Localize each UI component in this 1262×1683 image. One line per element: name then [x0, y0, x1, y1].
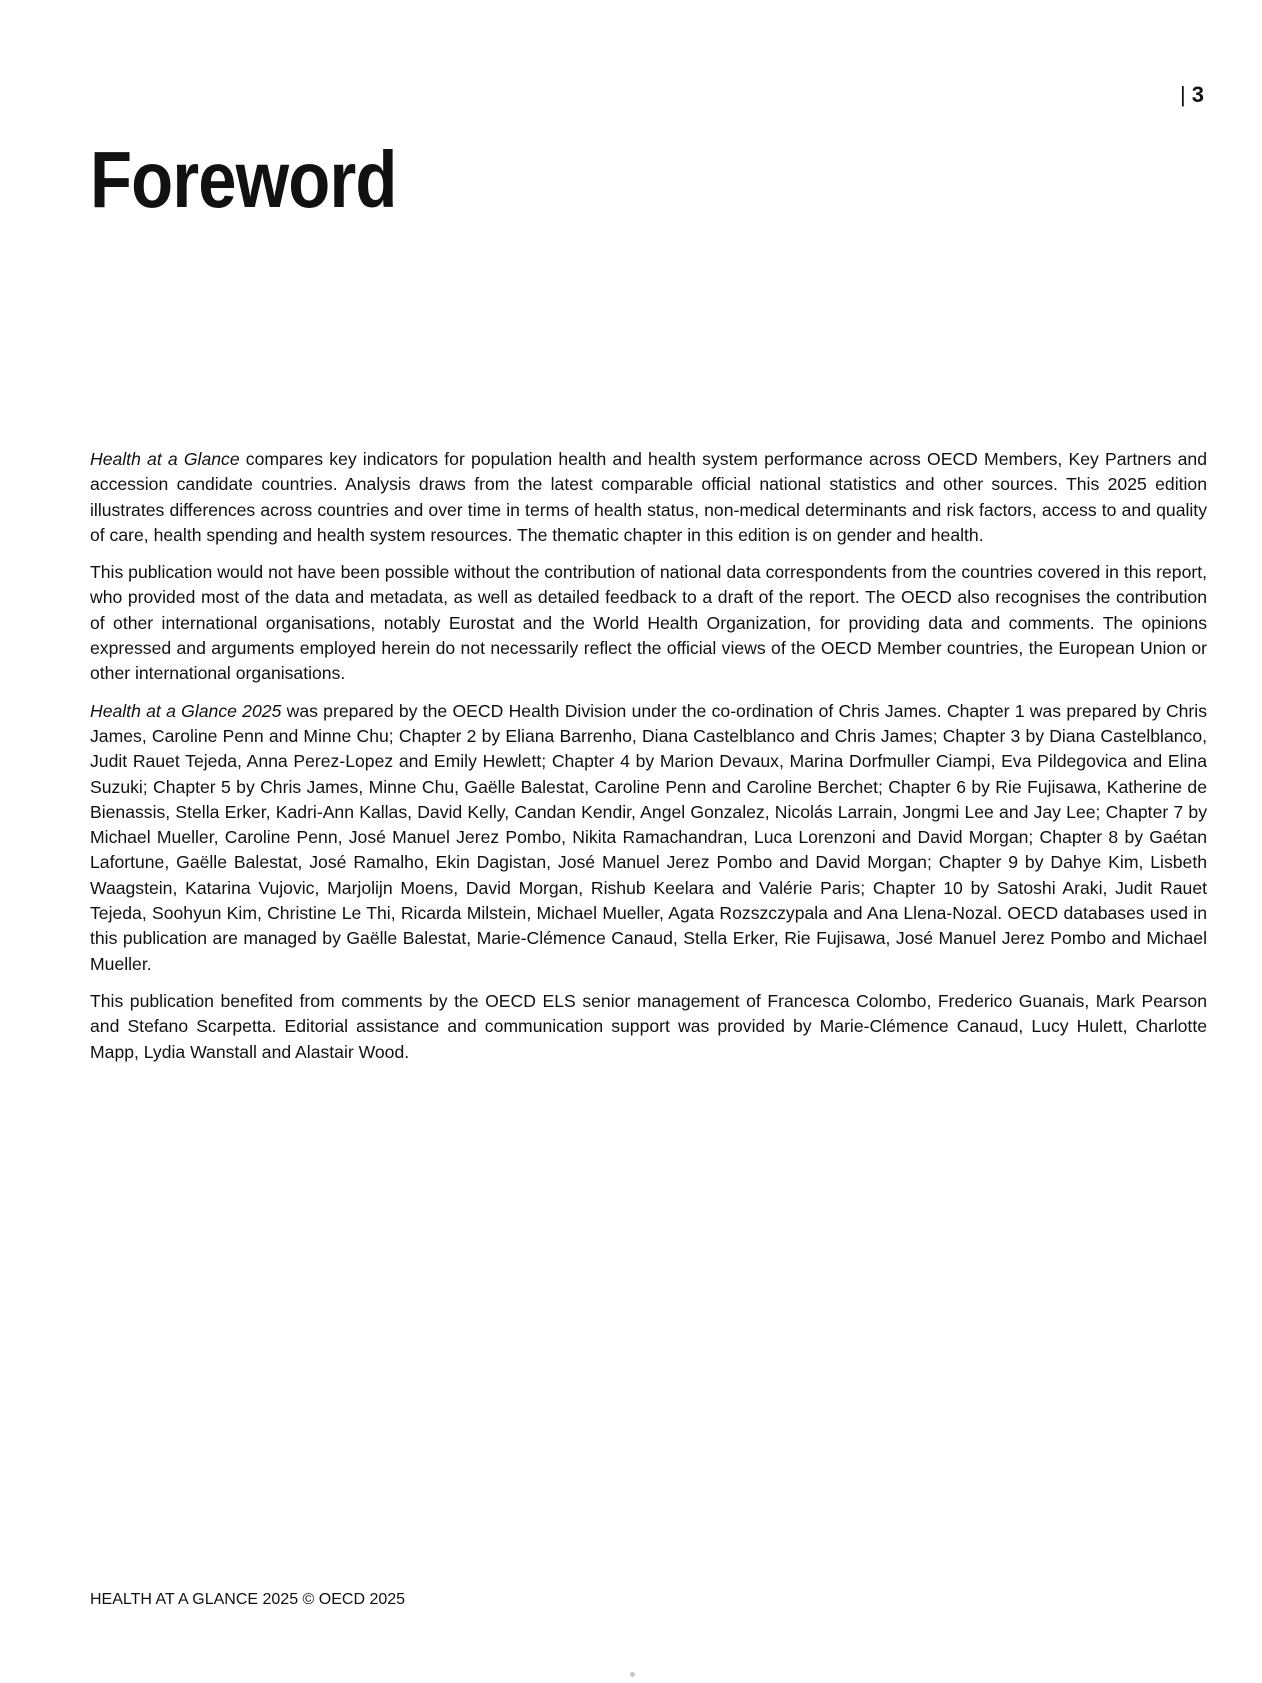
- paragraph-editorial-text: This publication benefited from comments by the OECD ELS senior management of Francesca Colombo, Frederico Guanais, Mark Pearson and Stefano Scarpetta. Editorial assistance and communication support was provided by Marie-Clémence Canaud, Lucy Hulett, Charlotte Mapp, Lydia Wanstall and Alastair Wood.: [90, 990, 1207, 1062]
- page-number-separator: |: [1180, 82, 1186, 107]
- foreword-body: [90, 447, 1207, 1077]
- paragraph-intro: [90, 447, 1207, 548]
- paragraph-editorial: [90, 989, 1207, 1065]
- page-title: Foreword: [90, 135, 397, 224]
- page-footer: HEALTH AT A GLANCE 2025 © OECD 2025: [90, 1591, 406, 1608]
- paragraph-contributors-text: was prepared by the OECD Health Division under the co-ordination of Chris James. Chapter 1 was prepared by Chris James, Caroline Penn and Minne Chu; Chapter 2 by Eliana Barrenho, Diana Castelblanco and Chris James; Chapter 3 by Diana Castelblanco, Judit Rauet Tejeda, Anna Perez-Lopez and Emily Hewlett; Chapter 4 by Marion Devaux, Marina Dorfmuller Ciampi, Eva Pildegovica and Elina Suzuki; Chapter 5 by Chris James, Minne Chu, Gaëlle Balestat, Caroline Penn and Caroline Berchet; Chapter 6 by Rie Fujisawa, Katherine de Bienassis, Stella Erker, Kadri-Ann Kallas, David Kelly, Candan Kendir, Angel Gonzalez, Nicolás Larrain, Jongmi Lee and Jay Lee; Chapter 7 by Michael Mueller, Caroline Penn, José Manuel Jerez Pombo, Nikita Ramachandran, Luca Lorenzoni and David Morgan; Chapter 8 by Gaétan Lafortune, Gaëlle Balestat, José Ramalho, Ekin Dagistan, José Manuel Jerez Pombo and David Morgan; Chapter 9 by Dahye Kim, Lisbeth Waagstein, Katarina Vujovic, Marjolijn Moens, David Morgan, Rishub Keelara and Valérie Paris; Chapter 10 by Satoshi Araki, Judit Rauet Tejeda, Soohyun Kim, Christine Le Thi, Ricarda Milstein, Michael Mueller, Agata Rozszczypala and Ana Llena-Nozal. OECD databases used in this publication are managed by Gaëlle Balestat, Marie-Clémence Canaud, Stella Erker, Rie Fujisawa, José Manuel Jerez Pombo and Michael Mueller.: [90, 700, 1207, 974]
- paragraph-intro-text: compares key indicators for population health and health system performance across OECD Members, Key Partners and accession candidate countries. Analysis draws from the latest comparable official national statistics and other sources. This 2025 edition illustrates differences across countries and over time in terms of health status, non-medical determinants and risk factors, access to and quality of care, health spending and health system resources. The thematic chapter in this edition is on gender and health.: [90, 449, 1207, 545]
- paragraph-contributors: [90, 699, 1207, 977]
- page-number-value: 3: [1191, 82, 1204, 107]
- paragraph-acknowledgements-text: This publication would not have been possible without the contribution of national data correspondents from the countries covered in this report, who provided most of the data and metadata, as well as detailed feedback to a draft of the report. The OECD also recognises the contribution of other international organisations, notably Eurostat and the World Health Organization, for providing data and comments. The opinions expressed and arguments employed herein do not necessarily reflect the official views of the OECD Member countries, the European Union or other international organisations.: [90, 562, 1207, 684]
- scroll-indicator-dot: [630, 1672, 635, 1677]
- publication-title-italic: Health at a Glance: [90, 449, 240, 469]
- page-number: [1180, 84, 1204, 106]
- publication-title-italic: Health at a Glance 2025: [90, 700, 282, 721]
- paragraph-acknowledgements: [90, 560, 1207, 686]
